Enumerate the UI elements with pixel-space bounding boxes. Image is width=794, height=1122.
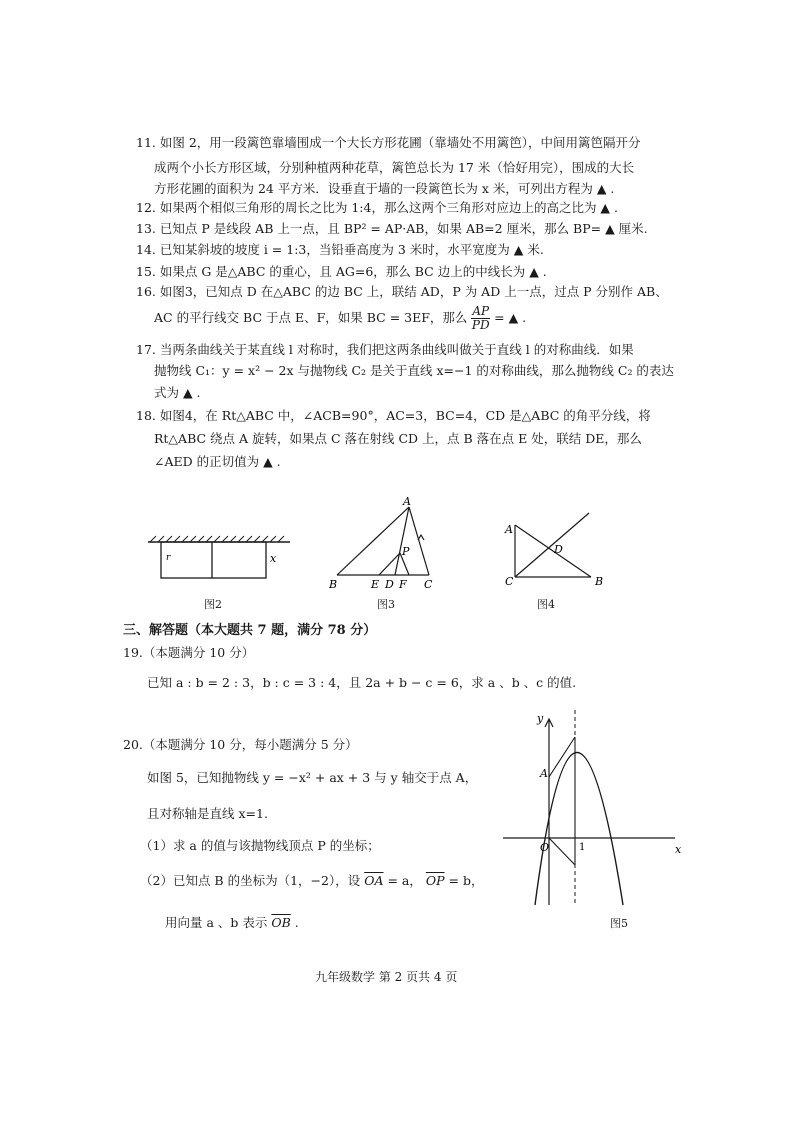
q18-line1: 18. 如图4，在 Rt△ABC 中，∠ACB=90°，AC=3，BC=4，CD 是△ABC 的角平分线，将: [136, 408, 651, 423]
fig4-A: A: [505, 523, 513, 536]
q18-line3: ∠AED 的正切值为 ▲ .: [154, 454, 281, 469]
fig5-A-label: A: [540, 767, 548, 780]
q20-part3: [165, 915, 299, 931]
fig5-y-label: y: [537, 712, 544, 725]
fig5-O-label: O: [540, 841, 550, 854]
fig3-P: P: [402, 545, 410, 558]
q20-part2: [140, 873, 483, 889]
q12: 12. 如果两个相似三角形的周长之比为 1:4，那么这两个三角形对应边上的高之比为 ▲ .: [136, 200, 618, 215]
q15: 15. 如果点 G 是△ABC 的重心，且 AG=6，那么 BC 边上的中线长为 ▲ .: [136, 264, 547, 279]
fig3-C: C: [424, 578, 433, 591]
q17-line1: 17. 当两条曲线关于某直线 l 对称时，我们把这两条曲线叫做关于直线 l 的对称曲线．如果: [136, 342, 634, 357]
q18-line2: Rt△ABC 绕点 A 旋转，如果点 C 落在射线 CD 上，点 B 落在点 E 处，联结 DE，那么: [154, 431, 642, 446]
q14: 14. 已知某斜坡的坡度 i = 1:3，当铅垂高度为 3 米时，水平宽度为 ▲ 米.: [136, 242, 544, 257]
vector-OP: $\overline{OP}$: [425, 873, 445, 888]
figure-3: [325, 495, 445, 595]
fig3-A: A: [403, 495, 411, 508]
q16-line2-pre: AC 的平行线交 BC 于点 E、F，如果 BC = 3EF，那么: [154, 310, 468, 325]
q20-part3-post: .: [294, 915, 299, 930]
q20-eq-b: = b，: [448, 873, 484, 888]
fig5-caption: 图5: [610, 917, 628, 930]
q16-line2-post: = ▲ .: [494, 310, 527, 325]
fig3-E: E: [371, 578, 380, 591]
q11-line3: 方形花圃的面积为 24 平方米．设垂直于墙的一段篱笆长为 x 米，可列出方程为 ▲ .: [154, 181, 615, 196]
q16-line2: [154, 305, 526, 332]
figure-4: [495, 505, 625, 595]
q19-body: 已知 a : b = 2 : 3，b : c = 3 : 4，且 2a + b − c = 6，求 a 、b 、c 的值.: [147, 675, 577, 690]
ap-pd-fraction: [471, 305, 490, 332]
vector-OB: $\overline{OB}$: [271, 915, 291, 930]
q20-line2: 且对称轴是直线 x=1.: [147, 806, 268, 821]
q11-line2: 成两个小长方形区域，分别种植两种花草，篱笆总长为 17 米（恰好用完），围成的大长: [154, 160, 635, 175]
fig2-r-label: r: [166, 553, 171, 563]
fig2-x-label: x: [270, 552, 277, 565]
vector-OA: $\overline{OA}$: [364, 873, 384, 888]
section-3-heading: 三、解答题（本大题共 7 题，满分 78 分）: [123, 623, 377, 638]
fig5-x-label: x: [675, 843, 682, 856]
fig2-caption: 图2: [204, 598, 222, 611]
fig3-F: F: [399, 578, 407, 591]
q20-eq-a: = a，: [387, 873, 422, 888]
fig4-B: B: [595, 575, 604, 588]
fraction-numerator: AP: [472, 304, 490, 318]
q20-part3-pre: 用向量 a 、b 表示: [165, 915, 268, 930]
fig3-B: B: [329, 578, 338, 591]
fraction-denominator: PD: [471, 318, 490, 332]
q19-title: 19.（本题满分 10 分）: [123, 645, 255, 660]
q20-title: 20.（本题满分 10 分，每小题满分 5 分）: [123, 737, 358, 752]
fig4-D: D: [554, 543, 563, 556]
q20-part1: （1）求 a 的值与该抛物线顶点 P 的坐标；: [140, 838, 380, 853]
q16-line1: 16. 如图3，已知点 D 在△ABC 的边 BC 上，联结 AD，P 为 AD 上一点，过点 P 分别作 AB、: [136, 284, 668, 299]
figure-5: [495, 705, 695, 910]
fig4-C: C: [505, 575, 514, 588]
page-footer: 九年级数学 第 2 页共 4 页: [315, 970, 458, 984]
q11-line1: 11. 如图 2，用一段篱笆靠墙围成一个大长方形花圃（靠墙处不用篱笆），中间用篱笆隔开分: [136, 135, 641, 150]
q13: 13. 已知点 P 是线段 AB 上一点，且 BP² = AP·AB，如果 AB=2 厘米，那么 BP= ▲ 厘米.: [136, 221, 648, 236]
q20-part2-pre: （2）已知点 B 的坐标为（1，−2），设: [140, 873, 361, 888]
q17-line2: 抛物线 C₁：y = x² − 2x 与抛物线 C₂ 是关于直线 x=−1 的对称曲线，那么抛物线 C₂ 的表达: [154, 363, 674, 378]
fig5-one-label: 1: [579, 842, 586, 853]
fig3-caption: 图3: [377, 598, 395, 611]
fig3-D: D: [385, 578, 394, 591]
fig4-caption: 图4: [537, 598, 555, 611]
q20-line1: 如图 5，已知抛物线 y = −x² + ax + 3 与 y 轴交于点 A，: [147, 770, 478, 785]
q17-line3: 式为 ▲ .: [154, 385, 201, 400]
